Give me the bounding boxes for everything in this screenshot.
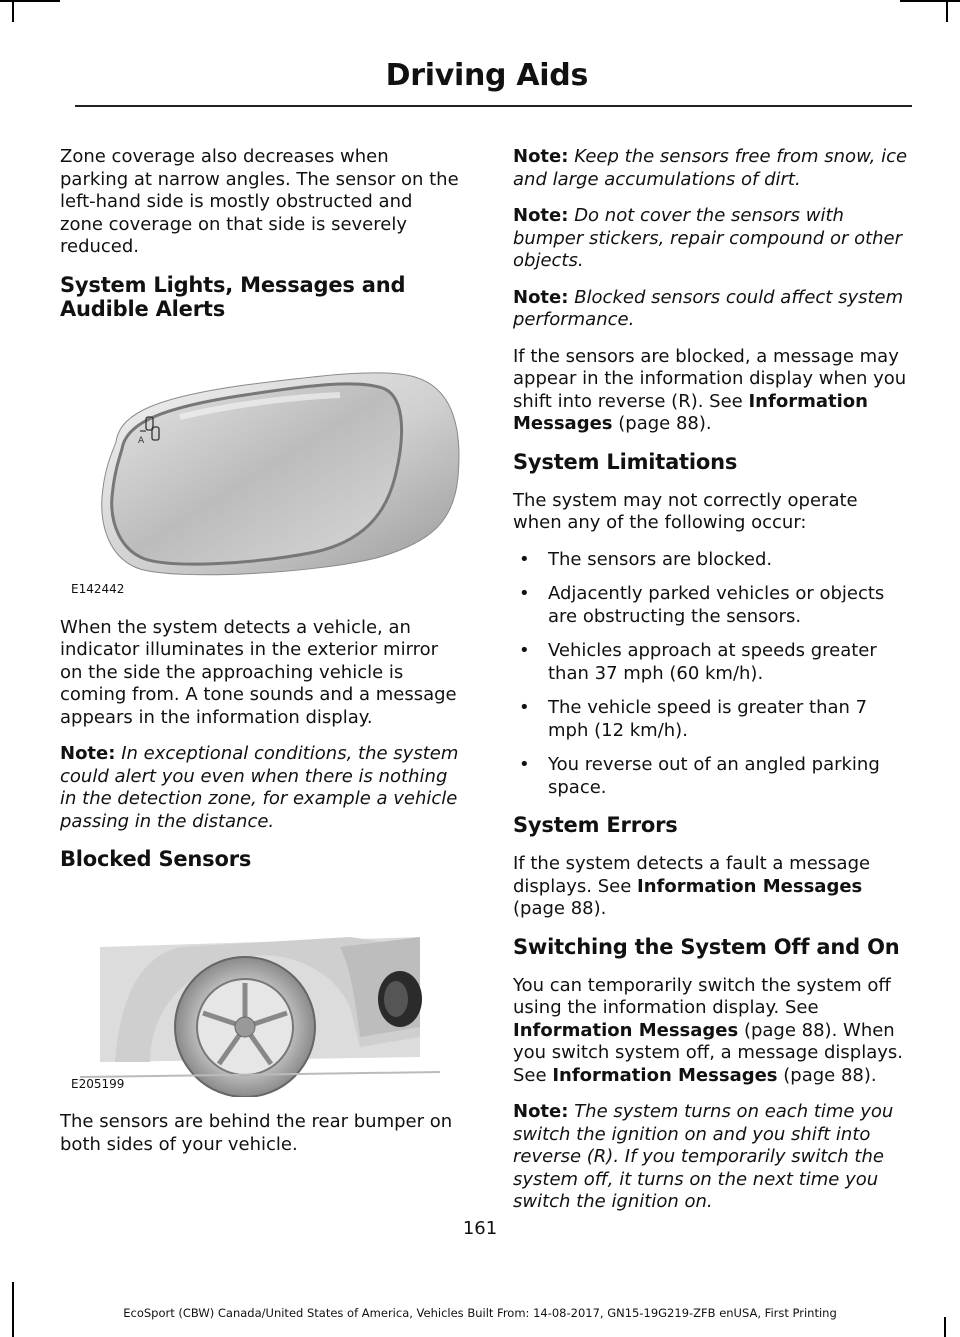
rear-bumper-illustration: [60, 887, 460, 1097]
cross-reference-link[interactable]: Information Messages: [552, 1064, 778, 1086]
footer-text: EcoSport (CBW) Canada/United States of America, Vehicles Built From: 14-08-2017, GN15-19G219-ZFB enUSA, First Printing: [123, 1306, 837, 1320]
heading-blocked-sensors: Blocked Sensors: [60, 847, 252, 871]
blocked-message-paragraph: [513, 346, 909, 436]
note-text: Keep the sensors free from snow, ice and large accumulations of dirt.: [513, 146, 908, 190]
errors-paragraph: [513, 853, 909, 921]
zone-coverage-paragraph: Zone coverage also decreases when parking at narrow angles. The sensor on the left-hand side is mostly obstructed and zone coverage on that side is severely reduced.: [60, 146, 459, 257]
note-label: Note:: [60, 743, 116, 764]
page-reference: (page 88).: [783, 1064, 877, 1086]
note-label: Note:: [513, 205, 569, 226]
paragraph-text: If the sensors are blocked, a message may appear in the information display when you shift into reverse (R). See: [513, 345, 907, 412]
note-text: Blocked sensors could affect system performance.: [513, 286, 904, 330]
sensors-location-paragraph: The sensors are behind the rear bumper on both sides of your vehicle.: [60, 1111, 453, 1155]
heading-system-lights: System Lights, Messages and Audible Alerts: [60, 272, 406, 321]
figure-code: E205199: [71, 1076, 125, 1091]
cross-reference-link[interactable]: Information Messages: [513, 1019, 739, 1041]
mirror-figure: [60, 337, 460, 603]
note-label: Note:: [513, 1101, 569, 1122]
page-reference: (page 88).: [513, 898, 607, 919]
cross-reference-link[interactable]: Information Messages: [637, 875, 863, 897]
cross-reference-link[interactable]: Information Messages: [513, 390, 868, 434]
figure-code: E142442: [71, 582, 125, 596]
crop-mark-top-left: [0, 0, 60, 2]
note-label: Note:: [513, 146, 569, 167]
limitations-intro: The system may not correctly operate when any of the following occur:: [513, 489, 858, 533]
paragraph-text: (page 88). When you switch system off, a message displays. See: [513, 1019, 904, 1086]
bumper-figure: [60, 887, 460, 1097]
note-label: Note:: [513, 286, 569, 308]
heading-switching-system: Switching the System Off and On: [513, 934, 900, 959]
limitations-list: [513, 549, 909, 800]
list-item: • Adjacently parked vehicles or objects are obstructing the sensors.: [513, 583, 909, 628]
crop-mark-bottom-right: [944, 1317, 946, 1337]
note-text: Do not cover the sensors with bumper stickers, repair compound or other objects.: [513, 205, 903, 271]
page-number: 161: [462, 1218, 498, 1239]
page-reference: (page 88).: [618, 413, 712, 434]
note-text: In exceptional conditions, the system could alert you even when there is nothing in the detection zone, for example a vehicle passing in the distance.: [60, 743, 459, 832]
note-ignition: [513, 1101, 909, 1214]
switch-paragraph: [513, 975, 909, 1088]
list-item: • You reverse out of an angled parking space.: [513, 754, 909, 799]
section-title: Driving Aids: [385, 58, 588, 93]
note-do-not-cover: [513, 205, 909, 273]
paragraph-text: If the system detects a fault a message displays. See: [513, 853, 871, 897]
header-rule: [75, 105, 912, 107]
crop-mark-top-left-vertical: [12, 0, 14, 22]
paragraph-text: You can temporarily switch the system off using the information display. See: [513, 974, 891, 1018]
note-blocked-performance: [513, 287, 909, 332]
right-column: [513, 146, 909, 1228]
note-keep-free: [513, 146, 909, 191]
svg-text:A: A: [138, 435, 145, 446]
note-text: The system turns on each time you switch the ignition on and you shift into reverse (R). If you temporarily switch the system off, it turns on the next time you switch the ignition on.: [513, 1101, 894, 1212]
list-item: • The vehicle speed is greater than 7 mph (12 km/h).: [513, 697, 909, 742]
crop-mark-top-right-vertical: [946, 0, 948, 22]
heading-system-limitations: System Limitations: [513, 449, 738, 474]
heading-system-errors: System Errors: [513, 813, 678, 837]
crop-mark-top-right: [900, 0, 960, 2]
note-exceptional: [60, 743, 460, 833]
list-item: • The sensors are blocked.: [513, 549, 909, 572]
list-item: • Vehicles approach at speeds greater than 37 mph (60 km/h).: [513, 640, 909, 685]
left-column: [60, 146, 460, 1170]
detect-paragraph: When the system detects a vehicle, an indicator illuminates in the exterior mirror on the side the approaching vehicle is coming from. A tone sounds and a message appears in the information display.: [60, 616, 457, 728]
mirror-illustration: [60, 337, 460, 603]
